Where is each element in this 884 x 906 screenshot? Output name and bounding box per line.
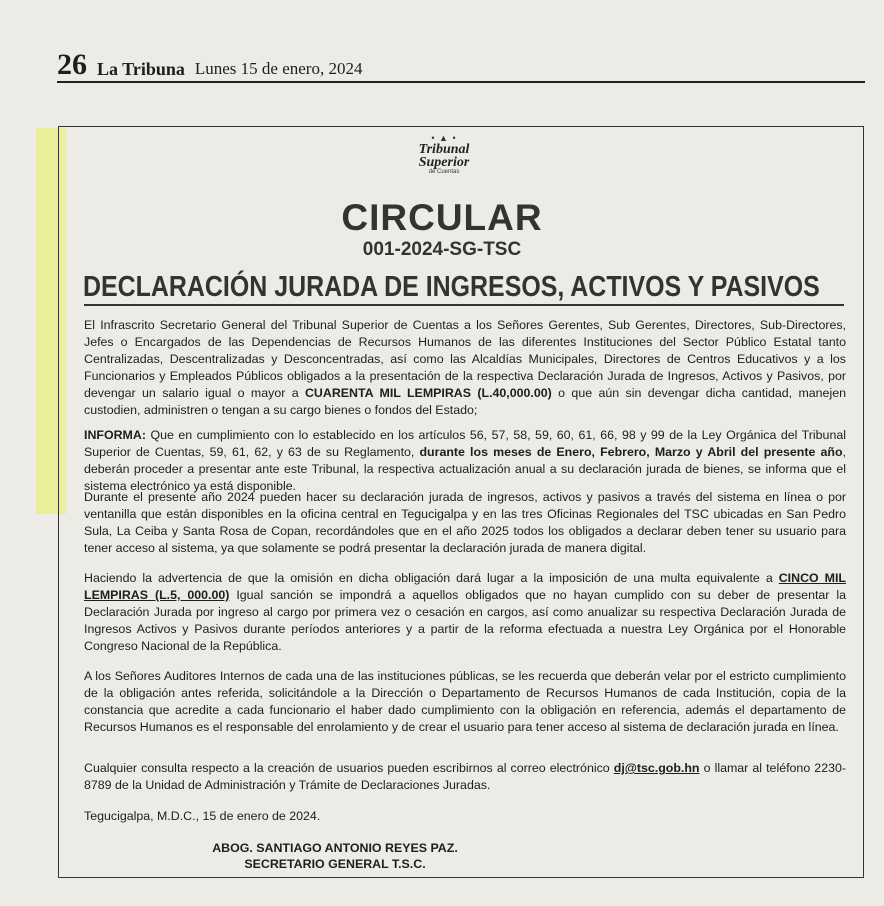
publication-date: Lunes 15 de enero, 2024 bbox=[194, 59, 363, 78]
paragraph-contact: Cualquier consulta respecto a la creación de usuarios pueden escribirnos al correo electrónico dj@tsc.gob.hn o llamar al teléfono 2230-8789 de la Unidad de Administración y Trámite de Declaraciones Juradas. bbox=[84, 761, 846, 792]
logo-name-line3: de Cuentas bbox=[428, 169, 460, 175]
circular-title: CIRCULAR bbox=[341, 197, 543, 238]
title-rule bbox=[84, 304, 844, 306]
header-rule bbox=[57, 81, 865, 83]
contact-email-link: dj@tsc.gob.hn bbox=[613, 761, 700, 775]
paragraph-online-system: Durante el presente año 2024 pueden hacer su declaración jurada de ingresos, activos y pasivos a través del sistema en línea o por ventanilla que están disponibles en la oficina central en Tegucigalpa y en las tres Oficinas Regionales del TSC ubicadas en San Pedro Sula, La Ceiba y Santa Rosa de Copan, recordándoles que en el año 2025 todos los obligados a declarar deben tener su usuario para tener acceso al sistema, ya que solamente se podrá presentar la declaración jurada de manera digital. bbox=[84, 490, 846, 555]
signature-block bbox=[0, 840, 716, 872]
page-header bbox=[57, 44, 865, 80]
logo-name-line2: Superior bbox=[418, 155, 470, 170]
paragraph-penalty: Haciendo la advertencia de que la omisión en dicha obligación dará lugar a la imposición de una multa equivalente a CINCO MIL LEMPIRAS (L.5, 000.00) Igual sanción se impondrá a aquellos obligados que no hayan cumplido con su deber de presentar la Declaración Jurada por ingreso al cargo por primera vez o cesación en cargos, así como anualizar su respectiva Declaración Jurada de Ingresos Activos y Pasivos durante períodos anteriores y a partir de la reforma efectuada a nuestra Ley Orgánica por el Honorable Congreso Nacional de la República. bbox=[84, 571, 847, 653]
paragraph-auditors: A los Señores Auditores Internos de cada una de las instituciones públicas, se les recuerda que deberán velar por el estricto cumplimiento de la obligación antes referida, solicitándole a la Dirección o Departamento de Recursos Humanos de cada Institución, copia de la constancia que acredite a cada funcionario el haber dado cumplimiento con la obligación en referencia, además el departamento de Recursos Humanos es el responsable del enrolamiento y de crear el usuario para tener acceso al sistema de declaración jurada en línea. bbox=[84, 669, 846, 734]
logo-name-line1: Tribunal bbox=[418, 142, 470, 157]
circular-number: 001-2024-SG-TSC bbox=[362, 239, 522, 260]
paragraph-addressees: El Infrascrito Secretario General del Tribunal Superior de Cuentas a los Señores Gerentes, Sub Gerentes, Directores, Sub-Directores, Jefes o Encargados de las Dependencias de Recursos Humanos de las diferentes Instituciones del Sector Público Estatal tanto Centralizadas, Descentralizadas y Desconcentradas, así como las Alcaldías Municipales, Directores de Centros Educativos y a los Funcionarios y Empleados Públicos obligados a la presentación de la respectiva Declaración Jurada de Ingresos, Activos y Pasivos, por devengar un salario igual o mayor a CUARENTA MIL LEMPIRAS (L.40,000.00) o que aún sin devengar dicha cantidad, manejen custodien, administren o tengan a su cargo bienes o fondos del Estado; bbox=[84, 318, 846, 417]
notice-subject: DECLARACIÓN JURADA DE INGRESOS, ACTIVOS Y PASIVOS bbox=[83, 271, 820, 303]
paragraph-informa: INFORMA: Que en cumplimiento con lo establecido en los artículos 56, 57, 58, 59, 60, 61, 66, 98 y 99 de la Ley Orgánica del Tribunal Superior de Cuentas, 59, 61, 62, y 63 de su Reglamento, durante los meses de Enero, Febrero, Marzo y Abril del presente año, deberán proceder a presentar ante este Tribunal, la respectiva actualización anual a su declaración jurada de bienes, se informa que el sistema electrónico ya está disponible. bbox=[84, 428, 846, 493]
tsc-logo bbox=[403, 133, 485, 193]
newspaper-name: La Tribuna bbox=[97, 59, 185, 79]
page-number: 26 bbox=[57, 48, 87, 81]
logo-emblem-icon: • ▲ • bbox=[431, 133, 457, 143]
place-and-date: Tegucigalpa, M.D.C., 15 de enero de 2024. bbox=[84, 809, 321, 823]
signatory-title: SECRETARIO GENERAL T.S.C. bbox=[244, 857, 426, 871]
signatory-name: ABOG. SANTIAGO ANTONIO REYES PAZ. bbox=[212, 841, 458, 855]
